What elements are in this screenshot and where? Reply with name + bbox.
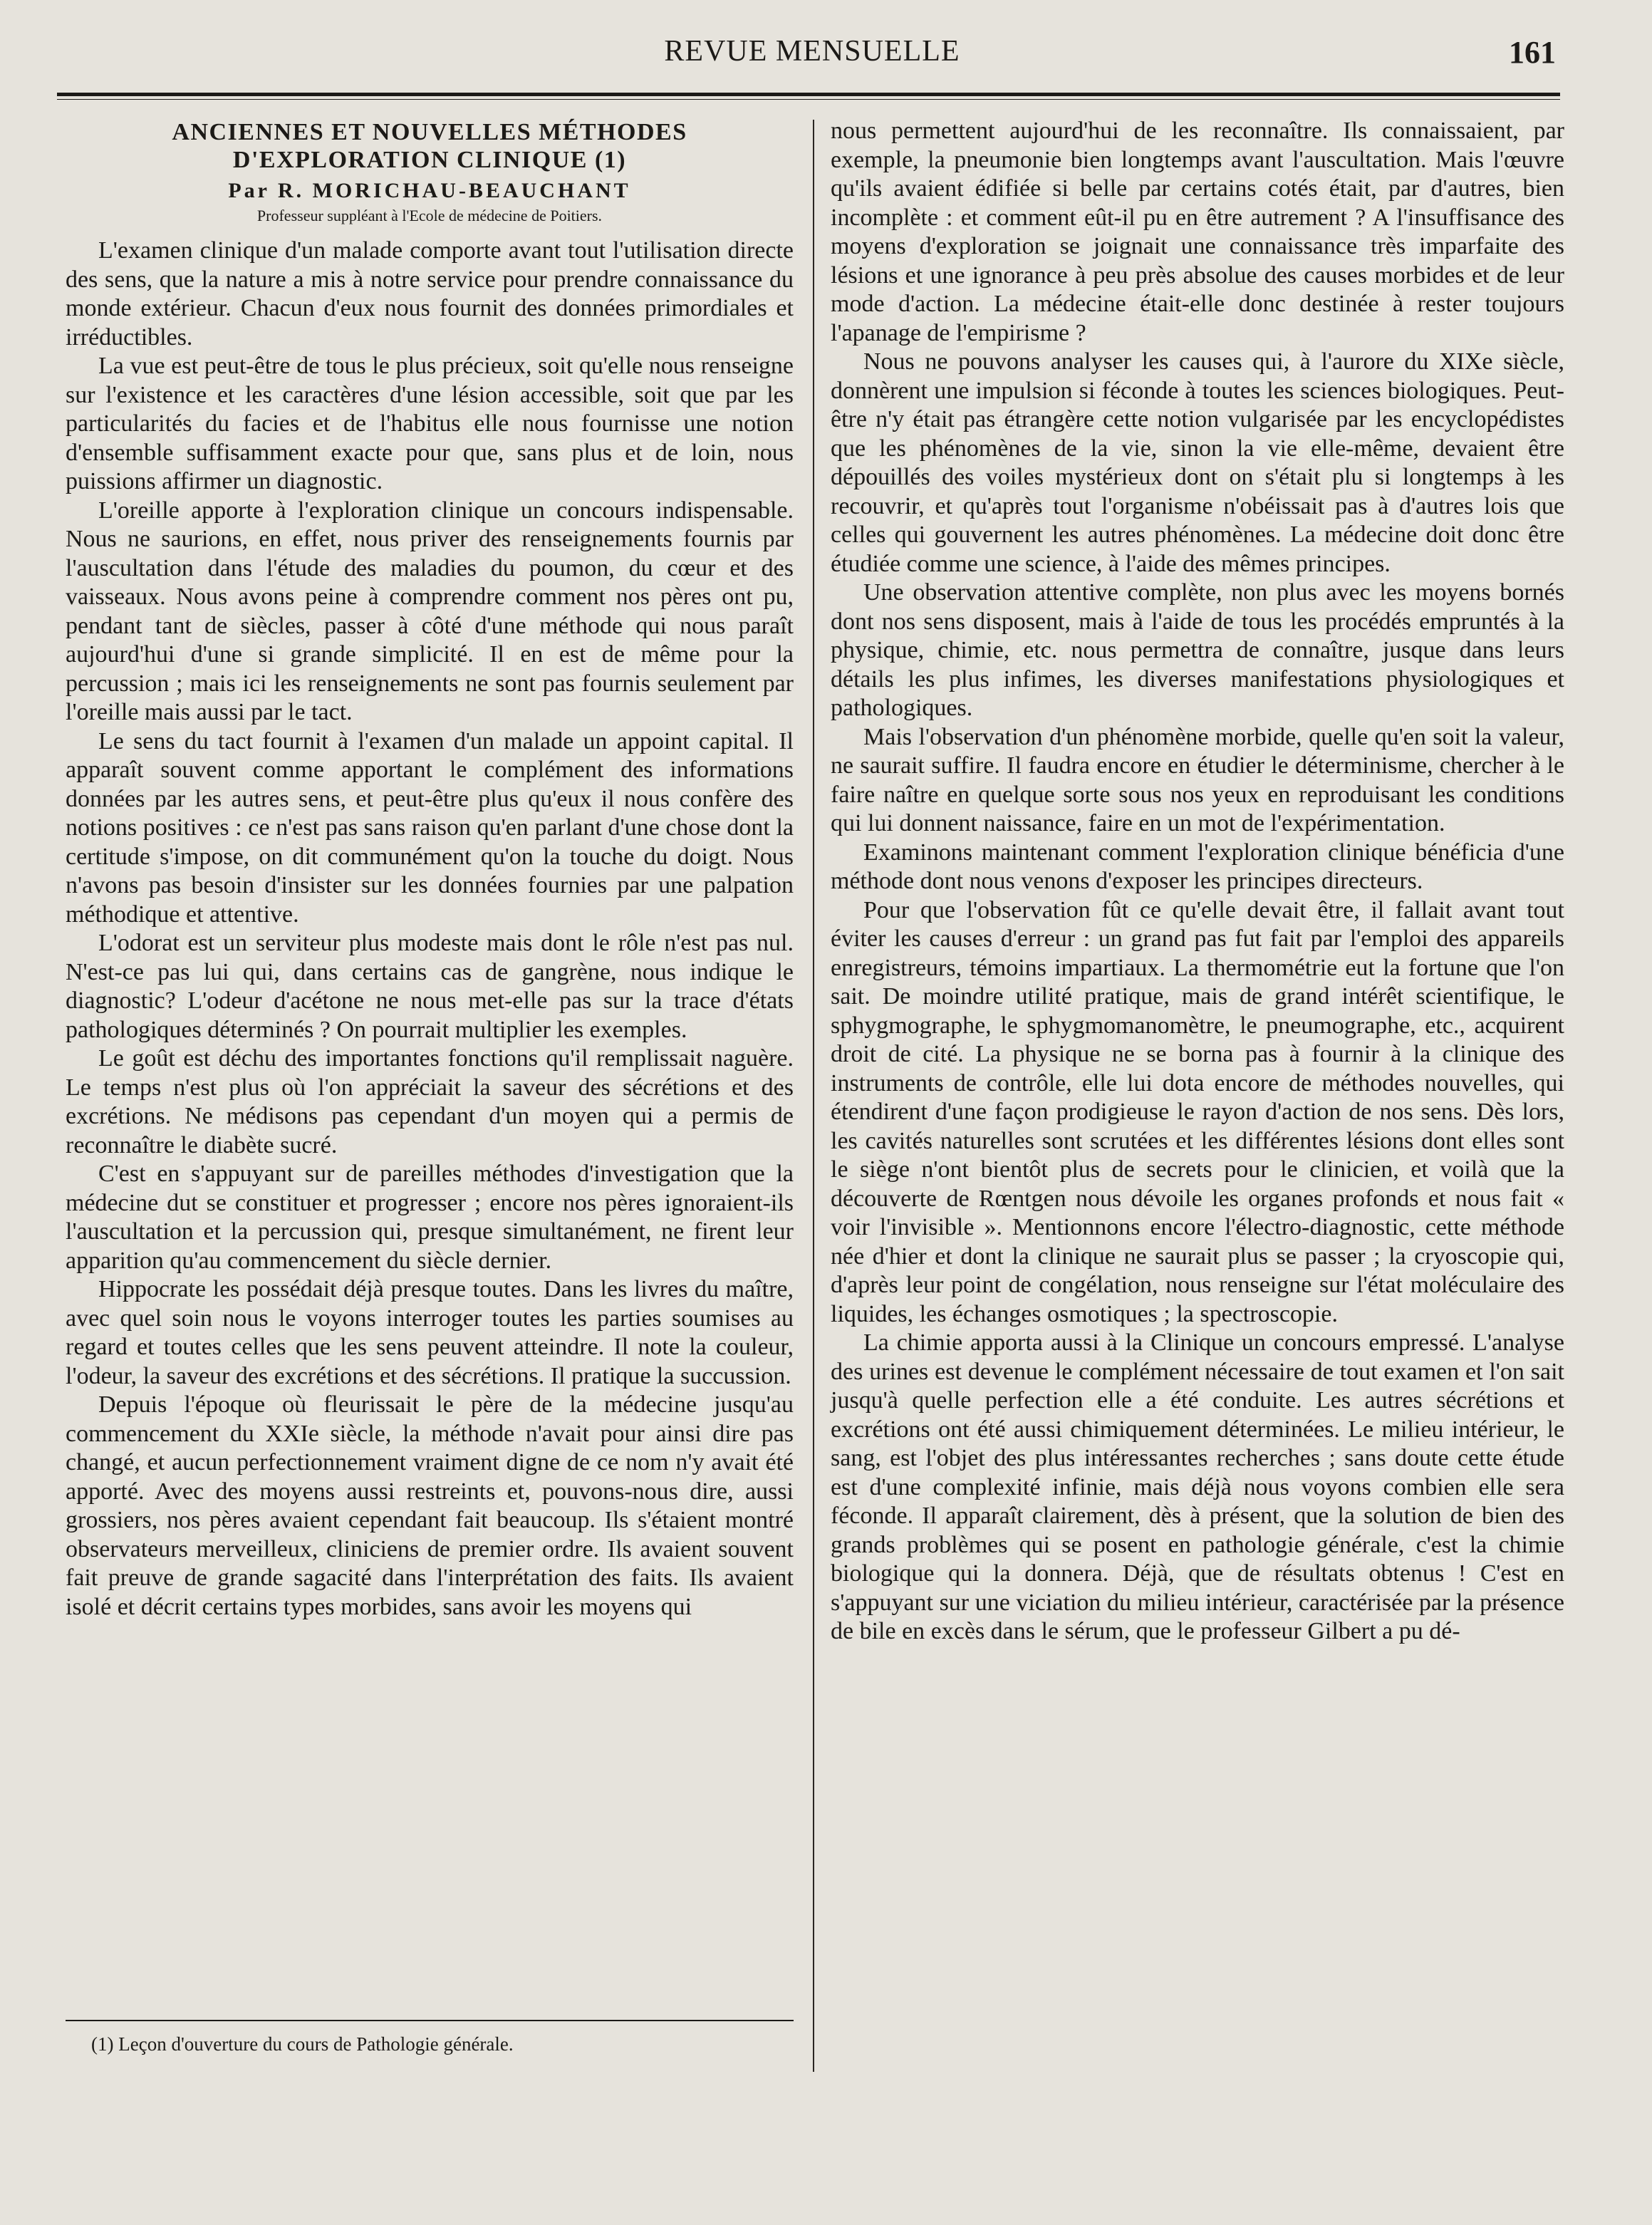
page-number: 161 bbox=[1509, 35, 1556, 70]
paragraph: Le goût est déchu des importantes fonctions qu'il remplissait naguère. Le temps n'est plus où l'on appréciait la saveur des sécrétions et des excrétions. Ne médisons pas cependant d'un moyen qui a permis de reconnaître le diabète sucré. bbox=[66, 1045, 794, 1158]
running-head bbox=[57, 31, 1567, 74]
paragraph: C'est en s'appuyant sur de pareilles méthodes d'investigation que la médecine dut se constituer et progresser ; encore nos pères ignoraient-ils l'auscultation et la percussion qui, presque simultanément, ne firent leur apparition qu'au commencement du siècle dernier. bbox=[66, 1161, 794, 1274]
paragraph: Une observation attentive complète, non plus avec les moyens bornés dont nos sens disposent, mais à l'aide de tous les procédés empruntés à la physique, chimie, etc. nous permettra de connaître, jusque dans leurs détails les plus infimes, les diverses manifestations physiologiques et pathologiques. bbox=[831, 579, 1564, 721]
paragraph: Mais l'observation d'un phénomène morbide, quelle qu'en soit la valeur, ne saurait suffire. Il faudra encore en étudier le déterminisme, chercher à le faire naître en quelque sorte sous nos yeux en reproduisant les conditions qui lui donnent naissance, faire en un mot de l'expérimentation. bbox=[831, 723, 1564, 836]
affiliation: Professeur suppléant à l'Ecole de médecine de Poitiers. bbox=[256, 207, 603, 224]
footnote: (1) Leçon d'ouverture du cours de Pathologie générale. bbox=[91, 2033, 514, 2055]
paragraph: La chimie apporta aussi à la Clinique un concours empressé. L'analyse des urines est devenue le complément nécessaire de tout examen et l'on sait jusqu'à quelle perfection elle a été conduite. Les autres sécrétions et excrétions ont été aussi chimiquement déterminées. Le milieu intérieur, le sang, est l'objet des plus intéressantes recherches ; sans doute cette étude est d'une complexité infinie, mais déjà nous voyons combien elle sera féconde. Il apparaît clairement, dès à présent, que la solution de bien des grands problèmes qui se posent en pathologie générale, c'est la chimie biologique qui la donnera. Déjà, que de résultats obtenus ! C'est en s'appuyant sur une viciation du milieu intérieur, caractérisée par la présence de bile en excès dans le sérum, que le professeur Gilbert a pu dé- bbox=[831, 1329, 1564, 1644]
paragraph: nous permettent aujourd'hui de les reconnaître. Ils connaissaient, par exemple, la pneumonie bien longtemps avant l'auscultation. Mais l'œuvre qu'ils avaient édifiée si belle par certains cotés était, par d'autres, bien incomplète : et comment eût-il pu en être autrement ? A l'insuffisance des moyens d'exploration se joignait une connaissance très imparfaite des lésions et une ignorance à peu près absolue des causes morbides et de leur mode d'action. La médecine était-elle donc destinée à rester toujours l'apanage de l'empirisme ? bbox=[831, 118, 1564, 346]
column-divider bbox=[813, 120, 814, 2072]
right-column bbox=[831, 117, 1564, 1646]
left-column bbox=[66, 114, 794, 1622]
article-title-line-2: D'EXPLORATION CLINIQUE (1) bbox=[232, 147, 627, 173]
header-rule-thin bbox=[57, 99, 1560, 100]
article-title-line-1: ANCIENNES ET NOUVELLES MÉTHODES bbox=[172, 119, 687, 145]
paragraph: Examinons maintenant comment l'exploration clinique bénéficia d'une méthode dont nous venons d'exposer les principes directeurs. bbox=[831, 839, 1564, 894]
running-title: REVUE MENSUELLE bbox=[664, 35, 960, 68]
article-title bbox=[66, 118, 794, 174]
footnote-rule bbox=[66, 2020, 794, 2021]
paragraph: L'examen clinique d'un malade comporte avant tout l'utilisation directe des sens, que la nature a mis à notre service pour prendre connaissance du monde extérieur. Chacun d'eux nous fournit des données primordiales et irréductibles. bbox=[66, 237, 794, 351]
paragraph: Le sens du tact fournit à l'examen d'un malade un appoint capital. Il apparaît souvent comme apportant le complément des informations données par les autres sens, et peut-être plus qu'eux il nous confère des notions positives : ce n'est pas sans raison qu'en parlant d'une chose dont la certitude s'impose, on dit communément qu'on la touche du doigt. Nous n'avons pas besoin d'insister sur les données fournies par une palpation méthodique et attentive. bbox=[66, 727, 794, 928]
paragraph: La vue est peut-être de tous le plus précieux, soit qu'elle nous renseigne sur l'existence et les caractères d'une lésion accessible, soit que par les particularités du facies et de l'habitus elle nous fournisse une notion d'ensemble suffisamment exacte pour que, sans plus et de loin, nous puissions affirmer un diagnostic. bbox=[66, 353, 794, 494]
byline: Par R. MORICHAU-BEAUCHANT bbox=[228, 179, 631, 202]
paragraph: L'oreille apporte à l'exploration clinique un concours indispensable. Nous ne saurions, en effet, nous priver des renseignements fournis par l'auscultation dans l'étude des maladies du poumon, du cœur et des vaisseaux. Nous avons peine à comprendre comment nos pères ont pu, pendant tant de siècles, passer à côté d'une méthode qui nous paraît aujourd'hui d'une si grande simplicité. Il en est de même pour la percussion ; mais ici les renseignements ne sont pas fournis seulement par l'oreille mais aussi par le tact. bbox=[66, 497, 794, 725]
paragraph: Pour que l'observation fût ce qu'elle devait être, il fallait avant tout éviter les causes d'erreur : un grand pas fut fait par l'emploi des appareils enregistreurs, témoins impartiaux. La thermométrie eut la fortune que l'on sait. De moindre utilité pratique, mais de grand intérêt scientifique, le sphygmographe, le sphygmomanomètre, le pneumographe, etc., acquirent droit de cité. La physique ne se borna pas à fournir à la clinique des instruments de contrôle, elle lui dota encore de méthodes nouvelles, qui étendirent d'une façon prodigieuse le rayon d'action de nos sens. Dès lors, les cavités naturelles sont scrutées et les différentes lésions dont elles sont le siège n'ont bientôt plus de secrets pour le clinicien, et voilà que la découverte de Rœntgen nous dévoile les organes profonds et nous fait « voir l'invisible ». Mentionnons encore l'électro-diagnostic, cette méthode née d'hier et dont la clinique ne saurait plus se passer ; la cryoscopie qui, d'après leur point de congélation, nous renseigne sur l'état moléculaire des liquides, les échanges osmotiques ; la spectroscopie. bbox=[831, 896, 1564, 1327]
paragraph: L'odorat est un serviteur plus modeste mais dont le rôle n'est pas nul. N'est-ce pas lui qui, dans certains cas de gangrène, nous indique le diagnostic? L'odeur d'acétone ne nous met-elle pas sur la trace d'états pathologiques déterminés ? On pourrait multiplier les exemples. bbox=[66, 930, 794, 1043]
paragraph: Depuis l'époque où fleurissait le père de la médecine jusqu'au commencement du XXIe siècle, la méthode n'avait pour ainsi dire pas changé, et aucun perfectionnement vraiment digne de ce nom n'y avait été apporté. Avec des moyens aussi restreints et, pouvons-nous dire, aussi grossiers, nos pères avaient cependant fait beaucoup. Ils s'étaient montré observateurs merveilleux, cliniciens de premier ordre. Ils avaient souvent fait preuve de grande sagacité dans l'interprétation des faits. Ils avaient isolé et décrit certains types morbides, sans avoir les moyens qui bbox=[66, 1391, 794, 1620]
header-rule bbox=[57, 93, 1560, 96]
paragraph: Nous ne pouvons analyser les causes qui, à l'aurore du XIXe siècle, donnèrent une impulsion si féconde à toutes les sciences biologiques. Peut-être n'y était pas étrangère cette notion vulgarisée par les encyclopédistes que les phénomènes de la vie, sinon la vie elle-même, devaient être dépouillés des voiles mystérieux dont on s'était plu si longtemps à les recouvrir, et qu'après tout l'organisme n'obéissait pas à d'autres lois que celles qui gouvernent les autres phénomènes. La médecine doit donc être étudiée comme une science, à l'aide des mêmes principes. bbox=[831, 348, 1564, 577]
paragraph: Hippocrate les possédait déjà presque toutes. Dans les livres du maître, avec quel soin nous le voyons interroger toutes les parties soumises au regard et toutes celles que les sens peuvent atteindre. Il note la couleur, l'odeur, la saveur des excrétions et des sécrétions. Il pratique la succussion. bbox=[66, 1276, 794, 1389]
